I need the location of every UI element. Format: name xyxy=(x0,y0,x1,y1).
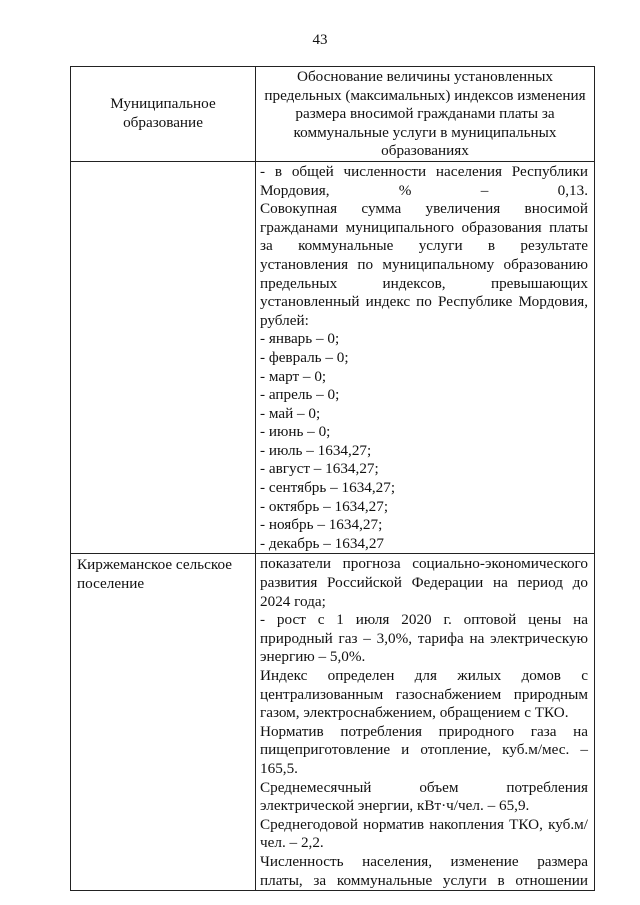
price-growth-text: - рост с 1 июля 2020 г. оптовой цены на природный газ – 3,0%, тарифа на электрическую энергию – 5,0%. xyxy=(260,611,588,666)
table-row xyxy=(71,161,595,553)
list-item: - март – 0; xyxy=(260,367,327,385)
header-justification: Обоснование величины установленных предельных (максимальных) индексов изменения размера вносимой гражданами платы за коммунальные услуги в муниципальных образованиях xyxy=(256,67,595,162)
population-share-text: - в общей численности населения Республики Мордовия, % – 0,13. xyxy=(260,162,588,199)
forecast-text: показатели прогноза социально-экономического развития Российской Федерации на период до 2024 года; xyxy=(260,555,588,610)
list-item: - декабрь – 1634,27 xyxy=(260,534,385,552)
waste-norm-text: Среднегодовой норматив накопления ТКО, куб.м/чел. – 2,2. xyxy=(260,815,588,852)
list-item: - июнь – 0; xyxy=(260,423,331,441)
gas-norm-text: Норматив потребления природного газа на пищеприготовление и отопление, куб.м/мес. – 165,5. xyxy=(260,722,588,777)
header-municipality: Муниципальное образование xyxy=(71,67,256,162)
list-item: - октябрь – 1634,27; xyxy=(260,497,389,515)
municipality-name: Киржеманское сельское поселение xyxy=(71,554,256,891)
electricity-text: Среднемесячный объем потребления электрической энергии, кВт·ч/чел. – 65,9. xyxy=(260,778,588,815)
table-header-row xyxy=(71,67,595,162)
list-item: - январь – 0; xyxy=(260,330,340,348)
justification-cell xyxy=(256,554,595,891)
list-item: - сентябрь – 1634,27; xyxy=(260,479,396,497)
population-text: Численность населения, изменение размера платы, за коммунальные услуги в отношении xyxy=(260,852,588,889)
list-item: - май – 0; xyxy=(260,404,321,422)
list-item: - ноябрь – 1634,27; xyxy=(260,516,383,534)
municipality-cell-empty xyxy=(71,161,256,553)
list-item: - февраль – 0; xyxy=(260,348,349,366)
list-item: - апрель – 0; xyxy=(260,386,340,404)
list-item: - август – 1634,27; xyxy=(260,460,379,478)
total-increase-text: Совокупная сумма увеличения вносимой гражданами муниципального образования платы за коммунальные услуги в результате установления по муниципальному образованию предельных индексов, превышающих установленный индекс по Республике Мордовия, рублей: xyxy=(260,200,588,329)
justification-table xyxy=(70,66,595,891)
page-number: 43 xyxy=(312,32,328,48)
table-row xyxy=(71,554,595,891)
index-basis-text: Индекс определен для жилых домов с централизованным газоснабжением природным газом, электроснабжением, обращением с ТКО. xyxy=(260,667,588,722)
list-item: - июль – 1634,27; xyxy=(260,441,372,459)
justification-cell xyxy=(256,161,595,553)
